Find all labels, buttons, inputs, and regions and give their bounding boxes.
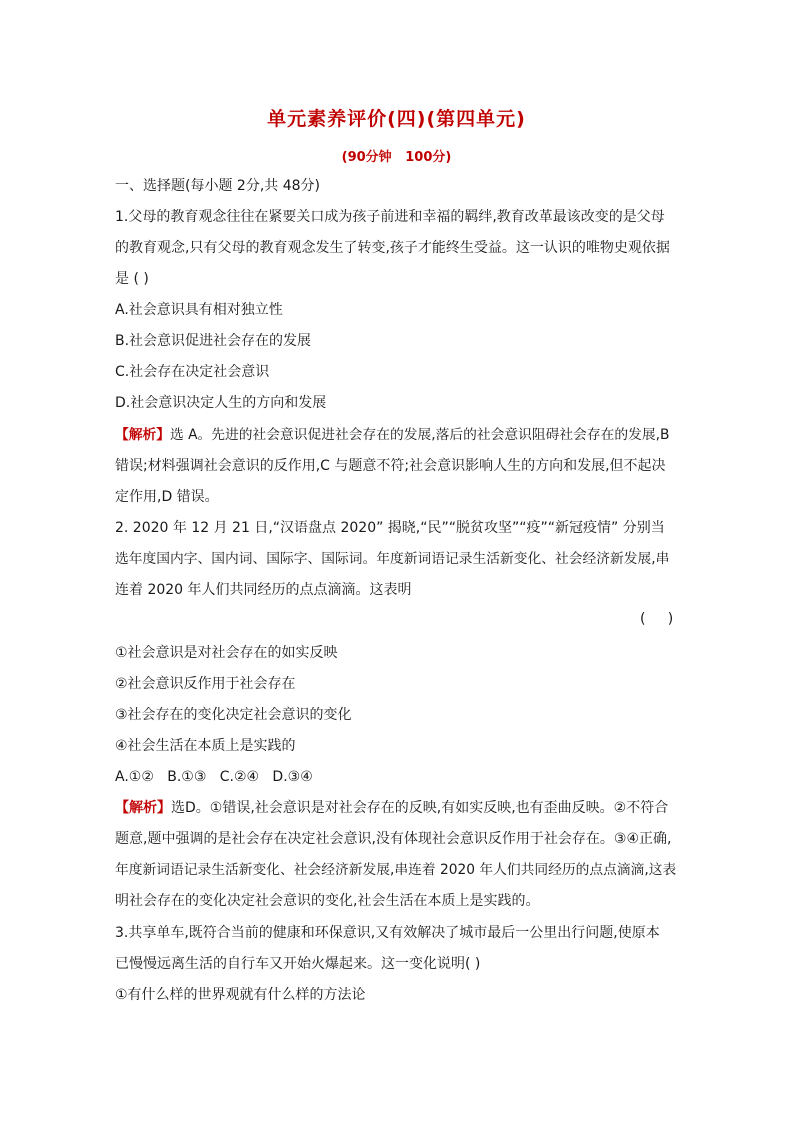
q1-stem-line: 是 ( ) [115, 271, 149, 287]
q2-analysis-line: 年度新词语记录生活新变化、社会经济新发展,串连着 2020 年人们共同经历的点点滴滴,这表 [115, 862, 677, 878]
page-subtitle: (90分钟 100分) [341, 150, 452, 165]
q1-option-c: C.社会存在决定社会意识 [115, 364, 270, 380]
q3-statement-1: ①有什么样的世界观就有什么样的方法论 [115, 987, 366, 1003]
q2-analysis-line [115, 798, 668, 818]
q1-analysis-line: 定作用,D 错误。 [115, 489, 219, 505]
q1-option-a: A.社会意识具有相对独立性 [115, 302, 283, 318]
q1-stem-line: 1.父母的教育观念往往在紧要关口成为孩子前进和幸福的羁绊,教育改革最该改变的是父母 [115, 209, 665, 225]
q1-analysis-line: 错误;材料强调社会意识的反作用,C 与题意不符;社会意识影响人生的方向和发展,但不起决 [115, 458, 666, 474]
q1-stem-line: 的教育观念,只有父母的教育观念发生了转变,孩子才能终生受益。这一认识的唯物史观依据 [115, 240, 670, 256]
q1-analysis-line [115, 425, 669, 445]
analysis-text: 选D。①错误,社会意识是对社会存在的反映,有如实反映,也有歪曲反映。②不符合 [171, 800, 669, 816]
analysis-tag: 【解析】 [115, 427, 171, 443]
q2-stem-line: 2. 2020 年 12 月 21 日,“汉语盘点 2020” 揭晓,“民”“脱贫攻坚”“疫”“新冠疫情” 分别当 [115, 520, 665, 536]
q1-option-d: D.社会意识决定人生的方向和发展 [115, 395, 327, 411]
page-title: 单元素养评价(四)(第四单元) [267, 108, 526, 130]
q2-choices: A.①② B.①③ C.②④ D.③④ [115, 769, 313, 785]
q2-stem-line: 选年度国内字、国内词、国际字、国际词。年度新词语记录生活新变化、社会经济新发展,串 [115, 551, 670, 567]
q2-answer-paren: ( ) [640, 611, 674, 627]
analysis-tag: 【解析】 [115, 800, 171, 816]
q2-statement-1: ①社会意识是对社会存在的如实反映 [115, 645, 338, 661]
q2-statement-2: ②社会意识反作用于社会存在 [115, 676, 296, 692]
analysis-text: 选 A。先进的社会意识促进社会存在的发展,落后的社会意识阻碍社会存在的发展,B [170, 427, 670, 443]
q2-analysis-line: 明社会存在的变化决定社会意识的变化,社会生活在本质上是实践的。 [115, 893, 540, 909]
section-heading: 一、选择题(每小题 2分,共 48分) [115, 178, 320, 194]
q2-stem-line: 连着 2020 年人们共同经历的点点滴滴。这表明 [115, 582, 412, 598]
q3-stem-line: 已慢慢远离生活的自行车又开始火爆起来。这一变化说明( ) [115, 956, 481, 972]
q1-option-b: B.社会意识促进社会存在的发展 [115, 333, 312, 349]
q3-stem-line: 3.共享单车,既符合当前的健康和环保意识,又有效解决了城市最后一公里出行问题,使原本 [115, 925, 660, 941]
q2-statement-4: ④社会生活在本质上是实践的 [115, 738, 296, 754]
q2-statement-3: ③社会存在的变化决定社会意识的变化 [115, 707, 352, 723]
q2-analysis-line: 题意,题中强调的是社会存在决定社会意识,没有体现社会意识反作用于社会存在。③④正确, [115, 831, 672, 847]
